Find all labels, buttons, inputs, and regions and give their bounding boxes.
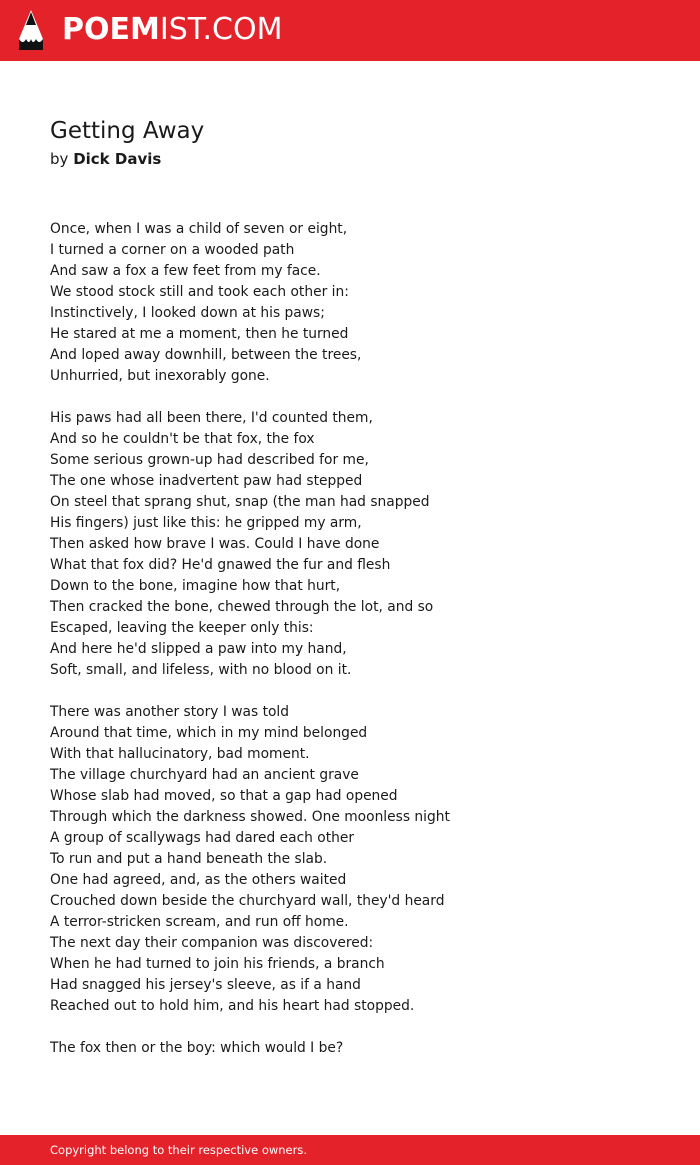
poem-line: Unhurried, but inexorably gone. [50,368,270,384]
logo-text-light: IST.COM [159,12,283,47]
site-footer [0,1135,700,1165]
poem-line: The one whose inadvertent paw had stepped [50,473,363,489]
poem-line: The village churchyard had an ancient grave [50,767,359,783]
poem-line: Whose slab had moved, so that a gap had opened [50,788,398,804]
by-label: by [50,150,69,168]
poem-stanza [50,408,650,681]
poem-line: Had snagged his jersey's sleeve, as if a hand [50,977,361,993]
poem-line: And loped away downhill, between the trees, [50,347,362,363]
poem-line: Then cracked the bone, chewed through the lot, and so [50,599,434,615]
copyright-notice: Copyright belong to their respective owners. [50,1143,308,1157]
poem-line: The next day their companion was discovered: [50,935,374,951]
poem-line: What that fox did? He'd gnawed the fur and flesh [50,557,391,573]
poem-line: And saw a fox a few feet from my face. [50,263,321,279]
poem-line: And here he'd slipped a paw into my hand, [50,641,347,657]
poem-title: Getting Away [50,118,205,144]
poem-line: His paws had all been there, I'd counted them, [50,410,373,426]
poem-line: With that hallucinatory, bad moment. [50,746,310,762]
poem-line: Instinctively, I looked down at his paws; [50,305,325,321]
poem-line: One had agreed, and, as the others waited [50,872,347,888]
poem-line: Some serious grown-up had described for me, [50,452,369,468]
poem-line: When he had turned to join his friends, a branch [50,956,385,972]
poem-line: Then asked how brave I was. Could I have done [50,536,380,552]
poem-author: Dick Davis [73,150,162,168]
poem-stanza [50,1038,650,1059]
site-logo[interactable] [62,12,282,48]
poem-line: I turned a corner on a wooded path [50,242,295,258]
poem-line: Reached out to hold him, and his heart had stopped. [50,998,415,1014]
site-header [0,0,700,61]
poem-line: His fingers) just like this: he gripped my arm, [50,515,362,531]
poem-line: The fox then or the boy: which would I be? [50,1040,344,1056]
poem-line: Down to the bone, imagine how that hurt, [50,578,341,594]
poem-byline [50,149,161,169]
poem-stanza [50,702,650,1017]
poem-line: A group of scallywags had dared each other [50,830,355,846]
poem-line: Crouched down beside the churchyard wall, they'd heard [50,893,445,909]
poem-body [50,219,650,1080]
poem-line: There was another story I was told [50,704,290,720]
logo-text-bold: POEM [62,12,160,47]
poem-line: On steel that sprang shut, snap (the man had snapped [50,494,430,510]
poem-line: He stared at me a moment, then he turned [50,326,349,342]
poem-line: Once, when I was a child of seven or eight, [50,221,348,237]
poem-line: And so he couldn't be that fox, the fox [50,431,315,447]
poem-line: We stood stock still and took each other in: [50,284,349,300]
poem-line: Soft, small, and lifeless, with no blood on it. [50,662,352,678]
pencil-tip-icon[interactable] [18,9,44,51]
poem-line: Through which the darkness showed. One moonless night [50,809,450,825]
poem-stanza [50,219,650,387]
poem-line: Around that time, which in my mind belonged [50,725,368,741]
poem-line: Escaped, leaving the keeper only this: [50,620,314,636]
poem-line: To run and put a hand beneath the slab. [50,851,328,867]
poem-line: A terror-stricken scream, and run off home. [50,914,349,930]
